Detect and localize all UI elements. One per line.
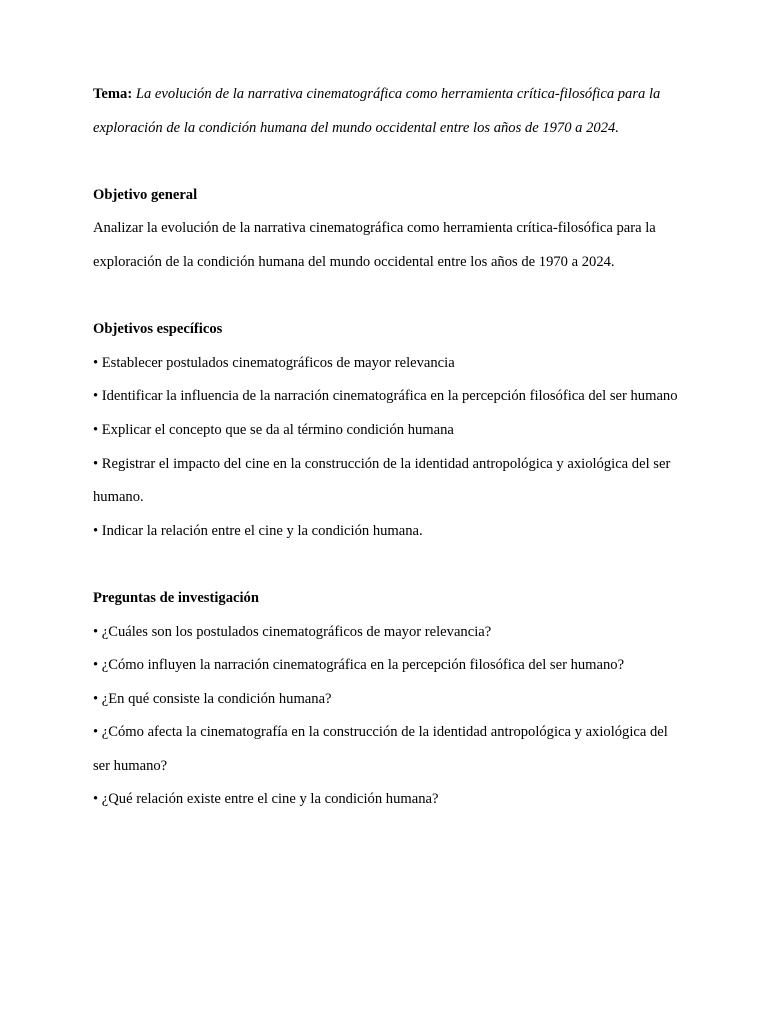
list-item: • ¿En qué consiste la condición humana? [93,690,332,707]
list-item: • ¿Qué relación existe entre el cine y la condición humana? [93,791,439,808]
list-item: • ¿Cómo afecta la cinematografía en la construcción de la identidad antropológica y axiológica del ser humano? [93,724,668,774]
preguntas-heading: Preguntas de investigación [93,589,259,606]
spacer [93,280,683,314]
list-item: • Indicar la relación entre el cine y la condición humana. [93,522,423,539]
list-item: • ¿Cuáles son los postulados cinematográficos de mayor relevancia? [93,623,492,640]
objetivo-general-text: Analizar la evolución de la narrativa cinematográfica como herramienta crítica-filosófica para la exploración de la condición humana del mundo occidental entre los años de 1970 a 2024. [93,220,656,270]
list-item: • Establecer postulados cinematográficos de mayor relevancia [93,354,455,371]
document-body [93,78,683,817]
list-item: • Registrar el impacto del cine en la construcción de la identidad antropológica y axiológica del ser humano. [93,455,671,506]
list-item: • Identificar la influencia de la narración cinematográfica en la percepción filosófica del ser humano [93,388,678,405]
tema-label: Tema: [93,86,133,102]
list-item: • ¿Cómo influyen la narración cinematográfica en la percepción filosófica del ser humano? [93,657,625,674]
tema-text: La evolución de la narrativa cinematográfica como herramienta crítica-filosófica para la exploración de la condición humana del mundo occidental entre los años de 1970 a 2024. [93,86,661,136]
tema-paragraph [93,78,683,145]
list-item: • Explicar el concepto que se da al término condición humana [93,421,454,438]
spacer [93,145,683,179]
spacer [93,548,683,582]
objetivo-general-heading: Objetivo general [93,186,198,203]
objetivos-especificos-heading: Objetivos específicos [93,321,223,338]
